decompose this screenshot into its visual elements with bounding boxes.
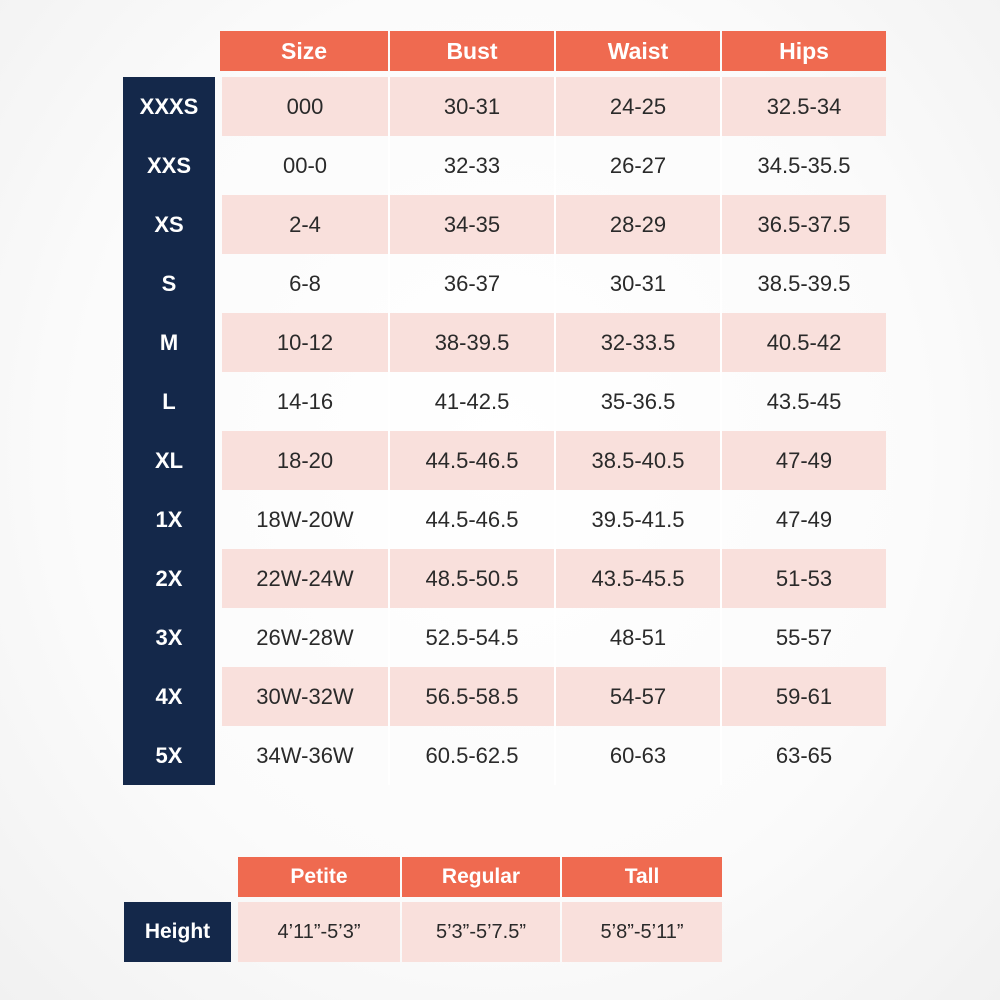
cell-bust: 30-31 bbox=[443, 93, 501, 119]
cell-size: 10-12 bbox=[276, 329, 334, 355]
size-label: XS bbox=[154, 211, 184, 237]
cell-bust: 60.5-62.5 bbox=[425, 742, 519, 768]
cell-hips: 43.5-45 bbox=[766, 388, 842, 414]
column-header-petite: Petite bbox=[238, 857, 400, 897]
cell-bust: 38-39.5 bbox=[434, 329, 510, 355]
cell-regular: 5’3”-5’7.5” bbox=[402, 902, 560, 962]
row-label-height: Height bbox=[124, 902, 231, 962]
column-header-bust: Bust bbox=[390, 31, 554, 71]
cell-tall: 5’8”-5’11” bbox=[562, 902, 722, 962]
cell-waist: 54-57 bbox=[609, 683, 667, 709]
cell-size: 26W-28W bbox=[256, 624, 354, 650]
size-label: XXXS bbox=[139, 93, 199, 119]
size-label: 4X bbox=[155, 683, 183, 709]
cell-hips: 36.5-37.5 bbox=[757, 211, 851, 237]
cell-size: 18-20 bbox=[276, 447, 334, 473]
size-label: 3X bbox=[155, 624, 183, 650]
cell-hips: 47-49 bbox=[775, 506, 833, 532]
size-label: S bbox=[161, 270, 177, 296]
cell-size: 34W-36W bbox=[256, 742, 354, 768]
size-label: XXS bbox=[146, 152, 192, 178]
cell-size: 000 bbox=[286, 93, 324, 119]
cell-waist: 26-27 bbox=[609, 152, 667, 178]
size-label: 2X bbox=[155, 565, 183, 591]
size-label: 5X bbox=[155, 742, 183, 768]
cell-waist: 32-33.5 bbox=[600, 329, 676, 355]
column-header-hips: Hips bbox=[722, 31, 886, 71]
column-header-waist: Waist bbox=[556, 31, 720, 71]
cell-bust: 48.5-50.5 bbox=[425, 565, 519, 591]
cell-size: 22W-24W bbox=[256, 565, 354, 591]
size-label-column bbox=[123, 77, 215, 785]
cell-hips: 55-57 bbox=[775, 624, 833, 650]
cell-bust: 44.5-46.5 bbox=[425, 447, 519, 473]
cell-size: 30W-32W bbox=[256, 683, 354, 709]
cell-hips: 59-61 bbox=[775, 683, 833, 709]
size-label: L bbox=[162, 388, 176, 414]
cell-waist: 48-51 bbox=[609, 624, 667, 650]
cell-hips: 38.5-39.5 bbox=[757, 270, 851, 296]
cell-bust: 44.5-46.5 bbox=[425, 506, 519, 532]
cell-waist: 30-31 bbox=[609, 270, 667, 296]
column-divider bbox=[388, 77, 390, 785]
cell-size: 6-8 bbox=[289, 270, 321, 296]
size-label: 1X bbox=[155, 506, 183, 532]
cell-bust: 36-37 bbox=[443, 270, 501, 296]
column-header-regular: Regular bbox=[402, 857, 560, 897]
cell-bust: 41-42.5 bbox=[434, 388, 510, 414]
cell-bust: 32-33 bbox=[443, 152, 501, 178]
cell-petite: 4’11”-5’3” bbox=[238, 902, 400, 962]
cell-hips: 63-65 bbox=[775, 742, 833, 768]
cell-waist: 60-63 bbox=[609, 742, 667, 768]
cell-waist: 35-36.5 bbox=[600, 388, 676, 414]
cell-bust: 34-35 bbox=[443, 211, 501, 237]
size-label: M bbox=[159, 329, 179, 355]
cell-waist: 28-29 bbox=[609, 211, 667, 237]
cell-hips: 51-53 bbox=[775, 565, 833, 591]
cell-size: 00-0 bbox=[282, 152, 328, 178]
cell-waist: 24-25 bbox=[609, 93, 667, 119]
column-header-size: Size bbox=[220, 31, 388, 71]
column-header-tall: Tall bbox=[562, 857, 722, 897]
cell-hips: 40.5-42 bbox=[766, 329, 842, 355]
cell-hips: 47-49 bbox=[775, 447, 833, 473]
column-divider bbox=[554, 77, 556, 785]
cell-waist: 39.5-41.5 bbox=[591, 506, 685, 532]
cell-bust: 56.5-58.5 bbox=[425, 683, 519, 709]
cell-bust: 52.5-54.5 bbox=[425, 624, 519, 650]
column-divider bbox=[720, 77, 722, 785]
cell-size: 14-16 bbox=[276, 388, 334, 414]
cell-size: 18W-20W bbox=[256, 506, 354, 532]
cell-waist: 43.5-45.5 bbox=[591, 565, 685, 591]
cell-size: 2-4 bbox=[289, 211, 321, 237]
size-label: XL bbox=[154, 447, 184, 473]
cell-waist: 38.5-40.5 bbox=[591, 447, 685, 473]
cell-hips: 32.5-34 bbox=[766, 93, 842, 119]
cell-hips: 34.5-35.5 bbox=[757, 152, 851, 178]
